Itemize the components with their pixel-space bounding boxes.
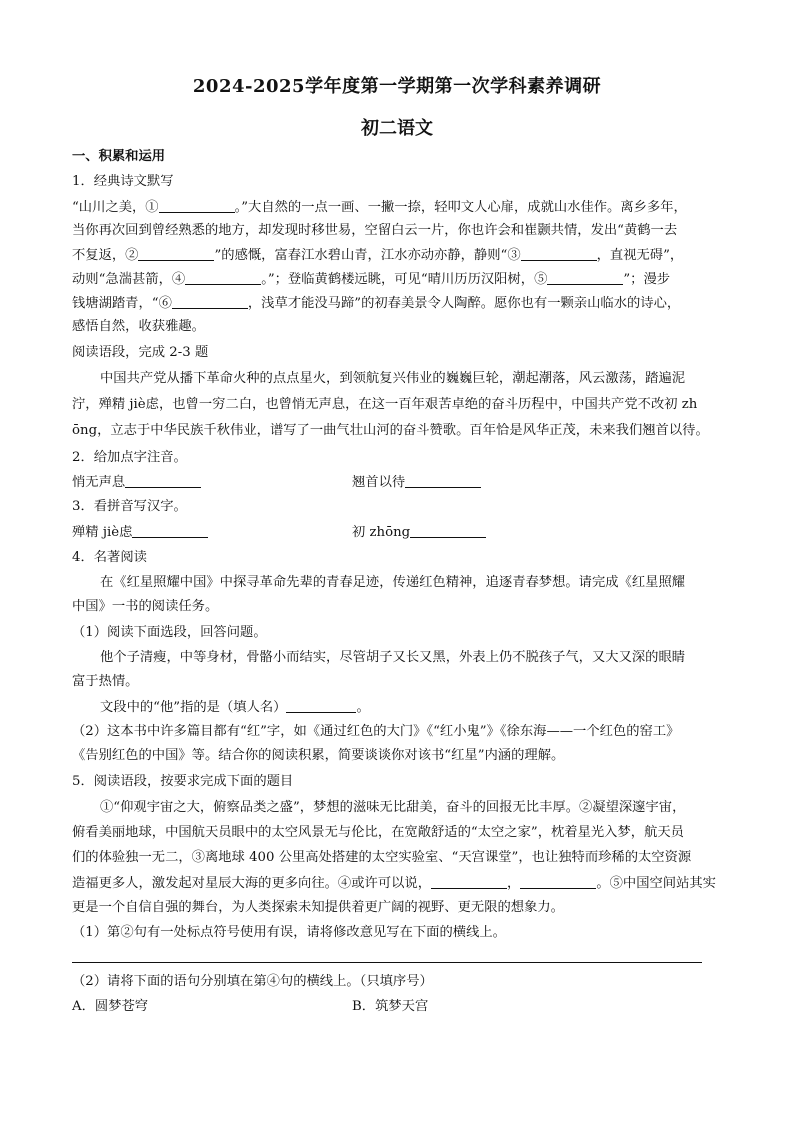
q1-heading: 1．经典诗文默写: [72, 174, 174, 189]
q5-heading: 5．阅读语段，按要求完成下面的题目: [72, 774, 294, 789]
q2-item-1: 悄无声息: [72, 473, 201, 492]
q1-line-4: 动则“急湍甚箭，④ 。”；登临黄鹤楼远眺，可见“晴川历历汉阳树，⑤ ”；漫步: [72, 272, 671, 287]
q1-line-5: 钱塘湖踏青，“⑥ ，浅草才能没马蹄”的初春美景令人陶醉。愿你也有一颗亲山临水的诗心，: [72, 296, 681, 311]
name-blank[interactable]: [286, 698, 356, 713]
section-heading: 一、积累和运用: [72, 149, 166, 164]
q5-line-2: 俯看美丽地球，中国航天员眼中的太空风景无与伦比，在宽敞舒适的“太空之家”，枕着星光入梦，航天员: [72, 825, 684, 840]
answer-blank-5[interactable]: [547, 270, 623, 285]
q1-line-2: 当你再次回到曾经熟悉的地方，却发现时移世易，空留白云一片，你也许会和崔颢共情，发出“黄鹤一去: [72, 223, 678, 238]
answer-blank-2[interactable]: [138, 246, 214, 261]
q3-heading: 3．看拼音写汉字。: [72, 499, 187, 514]
sentence-blank-2[interactable]: [520, 874, 596, 889]
q4-intro-line-2: 中国》一书的阅读任务。: [72, 599, 219, 614]
option-b: B．筑梦天宫: [352, 999, 429, 1014]
q4-sub2-line-2: 《告别红色的中国》等。结合你的阅读积累，简要谈谈你对该书“红星”内涵的理解。: [72, 748, 565, 763]
q2-heading: 2．给加点字注音。: [72, 450, 187, 465]
q3-item-1: 殚精 jiè虑: [72, 523, 208, 542]
answer-blank-3[interactable]: [521, 246, 597, 261]
pinyin-blank-2[interactable]: [405, 473, 481, 488]
q5-sub1: （1）第②句有一处标点符号使用有误，请将修改意见写在下面的横线上。: [72, 925, 506, 940]
q5-sub2: （2）请将下面的语句分别填在第④句的横线上。（只填序号）: [72, 974, 433, 989]
q1-line-6: 感悟自然，收获雅趣。: [72, 319, 205, 334]
q4-sub1: （1）阅读下面选段，回答问题。: [72, 625, 267, 640]
hanzi-blank-2[interactable]: [410, 523, 486, 538]
option-a: A．圆梦苍穹: [72, 999, 149, 1014]
q1-line-3: 不复返，② ”的感慨，富春江水碧山青，江水亦动亦静，静则“③ ，直视无碍”，: [72, 248, 684, 263]
answer-blank-1[interactable]: [159, 198, 235, 213]
passage-line-1: 中国共产党从播下革命火种的点点星火，到领航复兴伟业的巍巍巨轮，潮起潮落，风云激荡，踏遍泥: [100, 371, 686, 386]
q3-item-2: 初 zhōng: [352, 523, 486, 542]
q4-sub2-line-1: （2）这本书中许多篇目都有“红”字，如《通过红色的大门》《“红小鬼”》《徐东海——一个红色的窑工》: [72, 724, 680, 739]
q4-excerpt-line-2: 富于热情。: [72, 674, 139, 689]
sentence-blank-1[interactable]: [431, 874, 507, 889]
q5-line-1: ①“仰观宇宙之大，俯察品类之盛”，梦想的滋味无比甜美，奋斗的回报无比丰厚。②凝望深邃宇宙，: [100, 800, 686, 815]
q5-line-3: 们的体验独一无二，③离地球 400 公里高处搭建的太空实验室、“天宫课堂”，也让独特而珍稀的太空资源: [72, 850, 692, 865]
q4-excerpt-line-1: 他个子清瘦，中等身材，骨骼小而结实，尽管胡子又长又黑，外表上仍不脱孩子气，又大又深的眼睛: [100, 650, 686, 665]
exam-title: 2024-2025学年度第一学期第一次学科素养调研: [192, 76, 602, 97]
answer-blank-6[interactable]: [172, 294, 248, 309]
q4-intro-line-1: 在《红星照耀中国》中探寻革命先辈的青春足迹，传递红色精神，追逐青春梦想。请完成《红星照耀: [100, 575, 686, 590]
answer-line[interactable]: [72, 962, 702, 963]
passage-intro: 阅读语段，完成 2-3 题: [72, 345, 209, 360]
q5-line-4: 造福更多人，激发起对星辰大海的更多向往。④或许可以说， ， 。⑤中国空间站其实: [72, 876, 716, 891]
q4-heading: 4．名著阅读: [72, 550, 147, 565]
q4-fill: 文段中的“他”指的是（填人名） 。: [100, 700, 370, 715]
q2-item-2: 翘首以待: [352, 473, 481, 492]
subject-title: 初二语文: [361, 118, 433, 139]
q1-line-1: “山川之美，① 。”大自然的一点一画、一撇一捺，轻叩文人心扉，成就山水佳作。离乡多年，: [72, 200, 687, 215]
passage-line-3: ōng，立志于中华民族千秋伟业，谱写了一曲气壮山河的奋斗赞歌。百年恰是风华正茂，未来我们翘首以待。: [72, 423, 709, 438]
answer-blank-4[interactable]: [185, 270, 261, 285]
pinyin-blank-1[interactable]: [125, 473, 201, 488]
passage-line-2: 泞，殚精 jiè虑，也曾一穷二白，也曾悄无声息，在这一百年艰苦卓绝的奋斗历程中，中国共产党不改初 zh: [72, 397, 698, 412]
hanzi-blank-1[interactable]: [132, 523, 208, 538]
q5-line-5: 更是一个自信自强的舞台，为人类探索未知提供着更广阔的视野、更无限的想象力。: [72, 900, 564, 915]
